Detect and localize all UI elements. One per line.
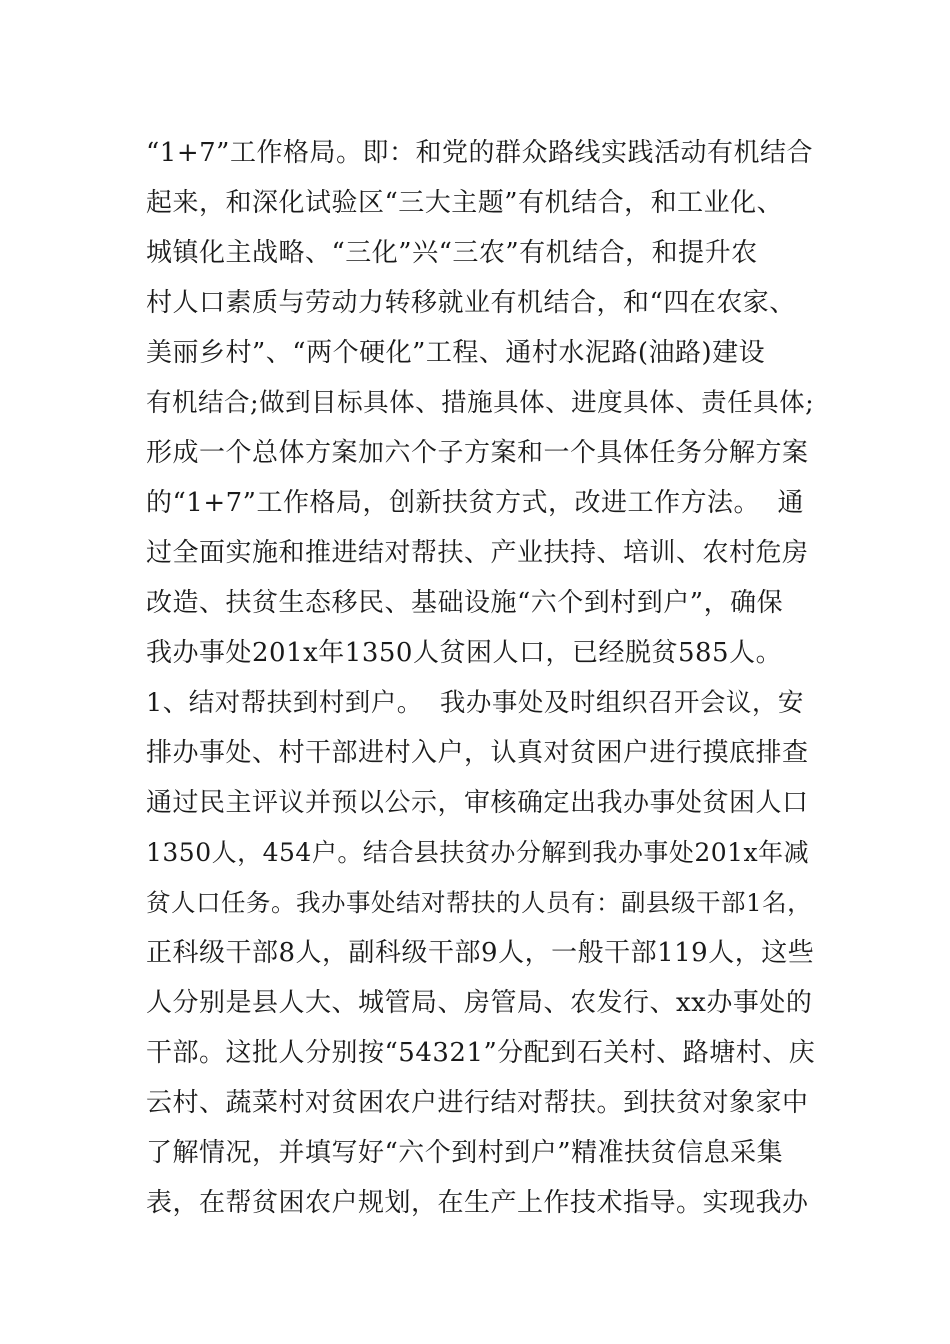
text-line-15: 1350人，454户。结合县扶贫办分解到我办事处201x年减 (146, 838, 810, 867)
text-line-14: 通过民主评议并预以公示，审核确定出我办事处贫困人口 (146, 788, 809, 818)
text-line-19: 干部。这批人分别按“54321”分配到石关村、路塘村、庆 (146, 1038, 816, 1068)
text-line-21: 了解情况，并填写好“六个到村到户”精准扶贫信息采集 (146, 1138, 784, 1168)
text-line-7: 形成一个总体方案加六个子方案和一个具体任务分解方案 (146, 438, 809, 468)
text-line-6: 有机结合;做到目标具体、措施具体、进度具体、责任具体; (146, 388, 815, 418)
text-line-12: 1、结对帮扶到村到户。 我办事处及时组织召开会议，安 (146, 688, 804, 718)
text-line-22: 表，在帮贫困农户规划，在生产上作技术指导。实现我办 (146, 1188, 809, 1218)
text-line-17: 正科级干部8人，副科级干部9人，一般干部119人，这些 (146, 938, 815, 968)
text-line-8: 的“1+7”工作格局，创新扶贫方式，改进工作方法。 通 (146, 488, 804, 518)
text-line-18: 人分别是县人大、城管局、房管局、农发行、xx办事处的 (146, 988, 813, 1018)
text-line-3: 城镇化主战略、“三化”兴“三农”有机结合，和提升农 (146, 238, 758, 268)
text-line-9: 过全面实施和推进结对帮扶、产业扶持、培训、农村危房 (146, 538, 809, 568)
text-line-16: 贫人口任务。我办事处结对帮扶的人员有：副县级干部1名， (146, 888, 813, 917)
body-text (146, 128, 816, 1228)
text-line-11: 我办事处201x年1350人贫困人口，已经脱贫585人。 (146, 638, 783, 668)
text-line-1: “1+7”工作格局。即：和党的群众路线实践活动有机结合 (146, 138, 813, 168)
text-line-13: 排办事处、村干部进村入户，认真对贫困户进行摸底排查 (146, 738, 809, 768)
text-line-4: 村人口素质与劳动力转移就业有机结合，和“四在农家、 (146, 288, 796, 318)
text-line-5: 美丽乡村”、“两个硬化”工程、通村水泥路(油路)建设 (146, 338, 766, 368)
text-line-20: 云村、蔬菜村对贫困农户进行结对帮扶。到扶贫对象家中 (146, 1088, 809, 1118)
text-line-2: 起来，和深化试验区“三大主题”有机结合，和工业化、 (146, 188, 784, 218)
text-line-10: 改造、扶贫生态移民、基础设施“六个到村到户”，确保 (146, 588, 784, 618)
